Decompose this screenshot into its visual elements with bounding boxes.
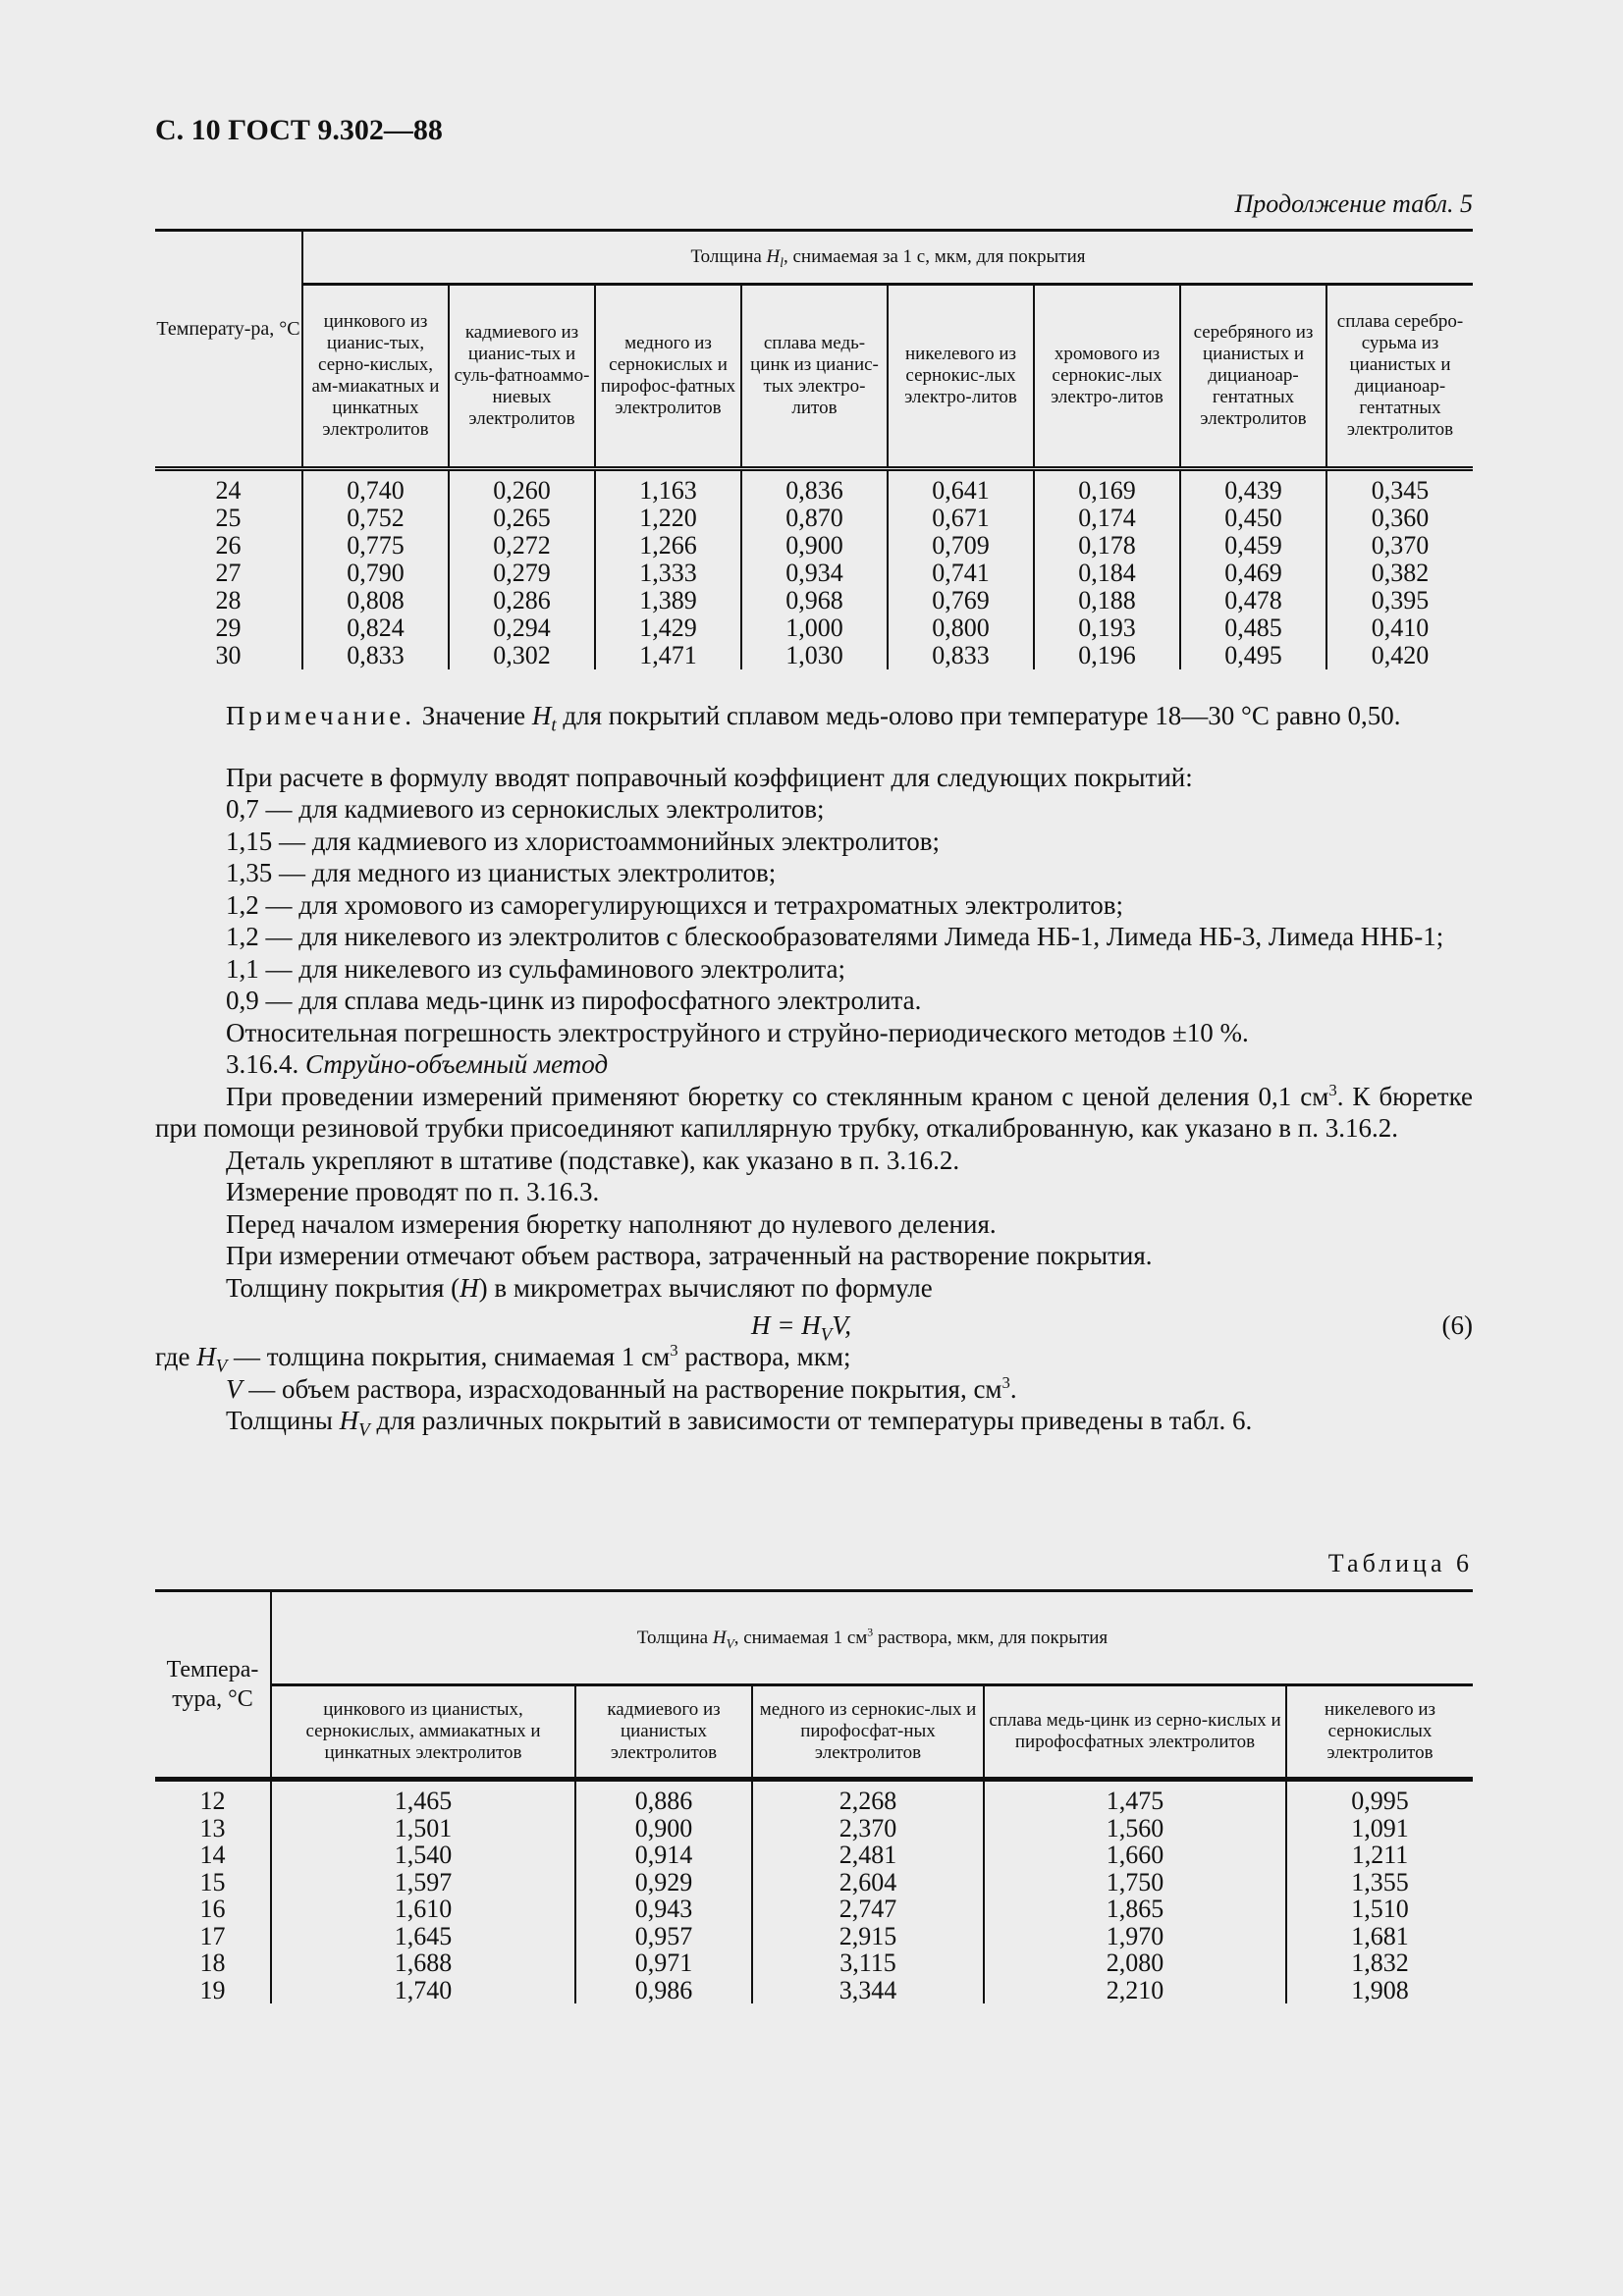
temperature-cell: 28 (215, 586, 242, 614)
value-cell: 1,688 (271, 1949, 575, 1977)
thickness-span-header: Толщина $H_l$, снимаемая за 1 с, мкм, для покрытия (302, 231, 1473, 285)
value-cell: 1,597 (271, 1869, 575, 1896)
value-cell: 0,824 (302, 614, 449, 642)
page-header: С. 10 ГОСТ 9.302—88 (155, 114, 443, 146)
value-cell: 1,355 (1286, 1869, 1473, 1896)
value-cell: 0,174 (1034, 505, 1180, 532)
value-cell: 0,929 (575, 1869, 752, 1896)
value-cell: 0,641 (888, 469, 1034, 506)
table-row (155, 1896, 1473, 1923)
paragraph-burette: При проведении измерений применяют бюретку со стеклянным краном с ценой деления 0,1 $см^3$. К бюретке при помощи резиновой трубки присоединяют капиллярную трубку, откалиброванную, как указано в п. 3.16.2. (155, 1080, 1473, 1143)
value-cell: 1,091 (1286, 1815, 1473, 1842)
value-cell: 2,604 (752, 1869, 984, 1896)
value-cell: 1,970 (984, 1923, 1286, 1950)
value-cell: 1,510 (1286, 1896, 1473, 1923)
column-header: хромового из сернокис-лых электро-литов (1034, 285, 1180, 469)
value-cell: 1,220 (595, 505, 741, 532)
error-text: Относительная погрешность электроструйного и струйно-периодического методов ±10 %. (226, 1017, 1249, 1047)
value-cell: 1,429 (595, 614, 741, 642)
value-cell: 0,986 (575, 1977, 752, 2004)
value-cell: 0,345 (1326, 469, 1473, 506)
value-cell: 0,188 (1034, 587, 1180, 614)
value-cell: 0,900 (741, 532, 888, 560)
paragraph-fill: Перед началом измерения бюретку наполняют до нулевого деления. (226, 1208, 997, 1239)
value-cell: 1,540 (271, 1842, 575, 1869)
value-cell: 0,914 (575, 1842, 752, 1869)
column-header: медного из сернокислых и пирофос-фатных электролитов (595, 285, 741, 469)
temperature-cell: 27 (215, 559, 242, 587)
value-cell: 1,908 (1286, 1977, 1473, 2004)
value-cell: 0,943 (575, 1896, 752, 1923)
column-header: медного из сернокис-лых и пирофосфат-ных электролитов (752, 1685, 984, 1780)
value-cell: 1,000 (741, 614, 888, 642)
coef-intro: При расчете в формулу вводят поправочный коэффициент для следующих покрытий: (226, 762, 1193, 792)
value-cell: 0,410 (1326, 614, 1473, 642)
value-cell: 0,671 (888, 505, 1034, 532)
value-cell: 0,395 (1326, 587, 1473, 614)
temperature-cell: 16 (199, 1895, 226, 1923)
value-cell: 0,790 (302, 560, 449, 587)
table-row (155, 1815, 1473, 1842)
value-cell: 1,610 (271, 1896, 575, 1923)
value-cell: 1,750 (984, 1869, 1286, 1896)
value-cell: 0,302 (449, 642, 595, 669)
value-cell: 0,833 (302, 642, 449, 669)
value-cell: 0,800 (888, 614, 1034, 642)
coef-list (155, 793, 1473, 1017)
table-row (155, 1923, 1473, 1950)
table-5 (155, 229, 1473, 669)
value-cell: 0,836 (741, 469, 888, 506)
table-row (155, 642, 1473, 669)
value-cell: 0,450 (1180, 505, 1326, 532)
value-cell: 1,266 (595, 532, 741, 560)
value-cell: 1,832 (1286, 1949, 1473, 1977)
paragraph-detail: Деталь укрепляют в штативе (подставке), как указано в п. 3.16.2. (226, 1145, 960, 1175)
value-cell: 0,485 (1180, 614, 1326, 642)
column-header: сплава серебро-сурьма из цианистых и дицианоар-гентатных электролитов (1326, 285, 1473, 469)
value-cell: 1,211 (1286, 1842, 1473, 1869)
table-row (155, 1842, 1473, 1869)
temperature-cell: 14 (199, 1841, 226, 1869)
coef-item: 1,2 — для никелевого из электролитов с блескообразователями Лимеда НБ-1, Лимеда НБ-3, Лимеда ННБ-1; (226, 922, 1444, 951)
column-header: цинкового из цианистых, сернокислых, аммиакатных и цинкатных электролитов (271, 1685, 575, 1780)
coef-item: 0,9 — для сплава медь-цинк из пирофосфатного электролита. (226, 986, 922, 1015)
value-cell: 0,808 (302, 587, 449, 614)
value-cell: 2,210 (984, 1977, 1286, 2004)
temperature-header: Темпера-тура, °С (155, 1591, 271, 1780)
value-cell: 0,752 (302, 505, 449, 532)
coef-item: 1,35 — для медного из цианистых электролитов; (226, 858, 777, 887)
column-header: цинкового из цианис-тых, серно-кислых, ам-миакатных и цинкатных электролитов (302, 285, 449, 469)
value-cell: 0,900 (575, 1815, 752, 1842)
value-cell: 0,360 (1326, 505, 1473, 532)
value-cell: 0,439 (1180, 469, 1326, 506)
value-cell: 1,163 (595, 469, 741, 506)
value-cell: 0,968 (741, 587, 888, 614)
value-cell: 0,833 (888, 642, 1034, 669)
column-header: серебряного из цианистых и дицианоар-гентатных электролитов (1180, 285, 1326, 469)
value-cell: 3,344 (752, 1977, 984, 2004)
value-cell: 0,469 (1180, 560, 1326, 587)
value-cell: 0,294 (449, 614, 595, 642)
coef-item: 1,15 — для кадмиевого из хлористоаммонийных электролитов; (226, 826, 941, 856)
formula-expression: $H = H_VV$, (751, 1310, 852, 1346)
value-cell: 0,478 (1180, 587, 1326, 614)
where-hv: где $H_V$ — толщина покрытия, снимаемая 1 $см^3$ раствора, мкм; (155, 1341, 851, 1377)
temperature-cell: 24 (215, 476, 242, 505)
value-cell: 1,740 (271, 1977, 575, 2004)
table-6 (155, 1589, 1473, 2003)
paragraph-formula-intro: Толщину покрытия (H) в микрометрах вычисляют по формуле (226, 1272, 933, 1303)
section-heading: 3.16.4. Струйно-объемный метод (226, 1049, 609, 1079)
column-header: сплава медь-цинк из цианис-тых электро-литов (741, 285, 888, 469)
table-row (155, 587, 1473, 614)
value-cell: 0,178 (1034, 532, 1180, 560)
temperature-header: Температу-ра, °С (155, 231, 302, 469)
table-row (155, 1780, 1473, 1815)
paragraph-volume: При измерении отмечают объем раствора, затраченный на растворение покрытия. (226, 1241, 1153, 1270)
coef-item: 1,2 — для хромового из саморегулирующихся и тетрахроматных электролитов; (226, 889, 1124, 920)
value-cell: 1,865 (984, 1896, 1286, 1923)
table-row (155, 505, 1473, 532)
temperature-cell: 29 (215, 614, 242, 642)
table-row (155, 1869, 1473, 1896)
value-cell: 0,709 (888, 532, 1034, 560)
temperature-cell: 13 (199, 1813, 226, 1842)
table6-reference: Толщины $H_V$ для различных покрытий в зависимости от температуры приведены в табл. 6. (226, 1406, 1253, 1441)
value-cell: 1,681 (1286, 1923, 1473, 1950)
value-cell: 0,196 (1034, 642, 1180, 669)
value-cell: 0,420 (1326, 642, 1473, 669)
table-row (155, 1977, 1473, 2004)
value-cell: 1,389 (595, 587, 741, 614)
table5-continuation-label: Продолжение табл. 5 (1234, 189, 1473, 218)
value-cell: 0,769 (888, 587, 1034, 614)
value-cell: 0,495 (1180, 642, 1326, 669)
value-cell: 1,560 (984, 1815, 1286, 1842)
value-cell: 0,740 (302, 469, 449, 506)
column-header: никелевого из сернокислых электролитов (1286, 1685, 1473, 1780)
temperature-cell: 25 (215, 504, 242, 532)
value-cell: 1,501 (271, 1815, 575, 1842)
where-v: V — объем раствора, израсходованный на растворение покрытия, $см^3$. (226, 1372, 1017, 1404)
value-cell: 0,272 (449, 532, 595, 560)
value-cell: 0,265 (449, 505, 595, 532)
value-cell: 0,741 (888, 560, 1034, 587)
paragraph-measure: Измерение проводят по п. 3.16.3. (226, 1177, 600, 1206)
table5-note: Примечание. Значение $H_t$ для покрытий сплавом медь-олово при температуре 18—30 °С равно 0,50. (226, 701, 1401, 736)
temperature-cell: 26 (215, 531, 242, 560)
table-row (155, 532, 1473, 560)
value-cell: 2,268 (752, 1780, 984, 1815)
note-and-body (155, 700, 1473, 1441)
value-cell: 0,193 (1034, 614, 1180, 642)
coef-item: 0,7 — для кадмиевого из сернокислых электролитов; (226, 794, 825, 824)
value-cell: 2,481 (752, 1842, 984, 1869)
table6-label: Таблица 6 (1327, 1549, 1473, 1577)
formula-number: (6) (1441, 1310, 1473, 1340)
value-cell: 2,370 (752, 1815, 984, 1842)
value-cell: 1,333 (595, 560, 741, 587)
value-cell: 1,645 (271, 1923, 575, 1950)
value-cell: 0,279 (449, 560, 595, 587)
value-cell: 3,115 (752, 1949, 984, 1977)
value-cell: 2,747 (752, 1896, 984, 1923)
table-row (155, 560, 1473, 587)
value-cell: 0,934 (741, 560, 888, 587)
value-cell: 0,459 (1180, 532, 1326, 560)
value-cell: 0,775 (302, 532, 449, 560)
temperature-cell: 12 (199, 1787, 226, 1815)
thickness-span-header: Толщина $H_V$, снимаемая 1 $см^3$ раствора, мкм, для покрытия (271, 1591, 1473, 1685)
temperature-cell: 15 (199, 1867, 226, 1896)
value-cell: 1,475 (984, 1780, 1286, 1815)
value-cell: 0,957 (575, 1923, 752, 1950)
value-cell: 0,870 (741, 505, 888, 532)
formula-6 (155, 1309, 1473, 1346)
table-row (155, 1949, 1473, 1977)
column-header: сплава медь-цинк из серно-кислых и пирофосфатных электролитов (984, 1685, 1286, 1780)
value-cell: 1,660 (984, 1842, 1286, 1869)
value-cell: 2,080 (984, 1949, 1286, 1977)
value-cell: 0,370 (1326, 532, 1473, 560)
coef-item: 1,1 — для никелевого из сульфаминового электролита; (226, 953, 846, 984)
value-cell: 0,184 (1034, 560, 1180, 587)
value-cell: 0,260 (449, 469, 595, 506)
value-cell: 0,169 (1034, 469, 1180, 506)
value-cell: 2,915 (752, 1923, 984, 1950)
value-cell: 0,382 (1326, 560, 1473, 587)
temperature-cell: 19 (199, 1975, 226, 2004)
value-cell: 0,886 (575, 1780, 752, 1815)
value-cell: 0,995 (1286, 1780, 1473, 1815)
column-header: кадмиевого из цианис-тых и суль-фатноаммо-ниевых электролитов (449, 285, 595, 469)
value-cell: 0,971 (575, 1949, 752, 1977)
temperature-cell: 30 (215, 641, 242, 669)
temperature-cell: 17 (199, 1921, 226, 1950)
value-cell: 1,030 (741, 642, 888, 669)
temperature-cell: 18 (199, 1949, 226, 1977)
value-cell: 0,286 (449, 587, 595, 614)
value-cell: 1,465 (271, 1780, 575, 1815)
value-cell: 1,471 (595, 642, 741, 669)
table-row (155, 469, 1473, 506)
column-header: никелевого из сернокис-лых электро-литов (888, 285, 1034, 469)
column-header: кадмиевого из цианистых электролитов (575, 1685, 752, 1780)
table-row (155, 614, 1473, 642)
